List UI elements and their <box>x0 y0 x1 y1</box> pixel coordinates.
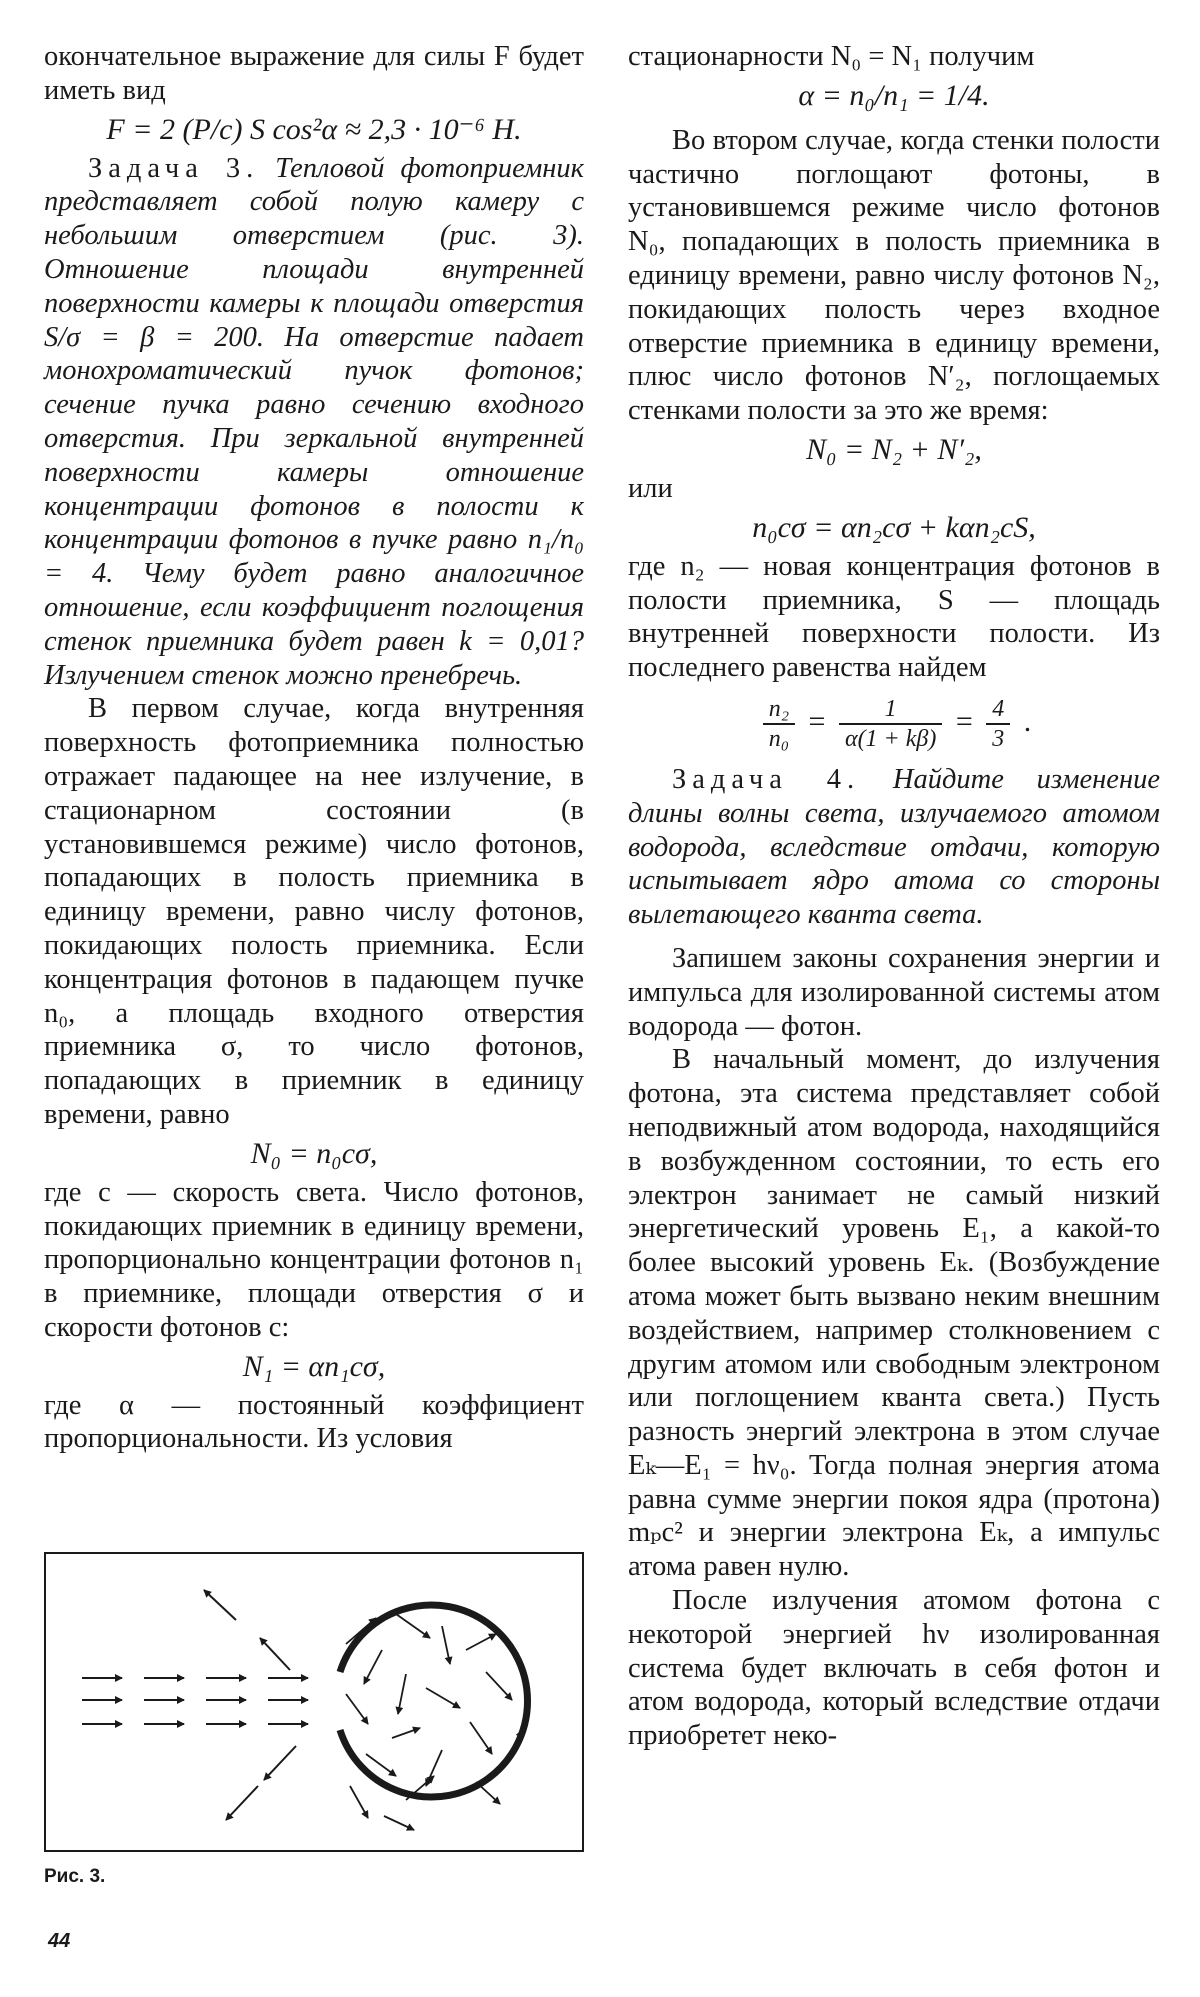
task-4-text: Найдите изменение длины волны света, излучаемого атомом водорода, вследствие отдачи, которую испытывает ядро атома со стороны вылетающего кванта света. <box>628 763 1160 931</box>
task-3 <box>44 152 584 693</box>
fraction-lhs: $\frac{\text{n₂}}{\text{n₀}}$ <box>763 695 795 753</box>
photodetector-diagram <box>46 1554 582 1850</box>
incoming-beam-arrows <box>82 1678 308 1724</box>
right-column <box>628 40 1160 1753</box>
paragraph: В первом случае, когда внутренняя поверхность фотоприемника полностью отражает падающее на нее излучение, в стационарном состоянии (в установившемся режиме) число фотонов, попадающих в полость приемника в единицу времени, равно числу фотонов, покидающих полость приемника. Если концентрация фотонов в падающем пучке n₀, а площадь входного отверстия приемника σ, то число фотонов, попадающих в приемник в единицу времени, равно <box>44 693 584 1130</box>
paragraph: Во втором случае, когда стенки полости частично поглощают фотоны, в установившемся режиме число фотонов N₀, попадающих в полость приемника в единицу времени, равно числу фотонов N₂, покидающих полость через входное отверстие приемника в единицу времени, плюс число фотонов N′₂, поглощаемых стенками полости за это же время: <box>628 124 1160 427</box>
fraction-mid: $\frac{1}{\alpha(1 + k\beta)}$ <box>839 695 942 753</box>
fraction-rhs: $\frac{4}{3}$ <box>986 695 1010 753</box>
formula-n1: N₁ = αn₁cσ, <box>242 1349 386 1383</box>
paragraph: После излучения атомом фотона с некоторой энергией hν изолированная система будет включать в себя фотон и атом водорода, который вследствие отдачи приобретет неко- <box>628 1585 1160 1752</box>
formula-force: F = 2 (P/c) S cos²α ≈ 2,3 · 10⁻⁶ Н. <box>106 112 522 146</box>
formula-alpha: α = n₀/n₁ = 1/4. <box>798 78 990 112</box>
paragraph: где c — скорость света. Число фотонов, покидающих приемник в единицу времени, пропорционально концентрации фотонов n₁ в приемнике, площади отверстия σ и скорости фотонов c: <box>44 1176 584 1343</box>
task-4-label: Задача 4. <box>672 763 861 795</box>
escaping-photon-arrows <box>204 1590 296 1820</box>
paragraph: или <box>628 472 673 504</box>
formula-concentration: n₀cσ = αn₂cσ + kαn₂cS, <box>752 510 1036 544</box>
paragraph: окончательное выражение для силы F будет иметь вид <box>44 41 584 106</box>
formula-n0: N₀ = n₀cσ, <box>250 1136 378 1170</box>
paragraph: В начальный момент, до излучения фотона, эта система представляет собой неподвижный атом водорода, находящийся в возбужденном состоянии, то есть его электрон занимает не самый низкий энергетический уровень E₁, а какой-то более высокий уровень Eₖ. (Возбуждение атома может быть вызвано неким внешним воздействием, например столкновением с другим атомом или свободным электроном или поглощением кванта света.) Пусть разность энергий электрона в этом случае Eₖ—E₁ = hν₀. Тогда полная энергия атома равна сумме энергии покоя ядра (протона) mₚc² и энергии электрона Eₖ, а импульс атома равен нулю. <box>628 1044 1160 1583</box>
formula-balance: N₀ = N₂ + N′₂, <box>806 432 982 466</box>
task-4 <box>628 763 1160 932</box>
formula-ratio: $\frac{\text{n₂}}{\text{n₀}}$ = $\frac{1}{\alpha(1 + k\beta)}$ = $\frac{4}{3}$ . <box>628 695 1160 753</box>
page-number: 44 <box>48 1930 71 1952</box>
paragraph: стационарности N₀ = N₁ получим <box>628 41 1035 72</box>
figure-caption: Рис. 3. <box>44 1866 106 1887</box>
figure-3 <box>44 1552 584 1852</box>
task-3-label: Задача 3. <box>88 152 260 184</box>
paragraph: где n₂ — новая концентрация фотонов в полости приемника, S — площадь внутренней поверхности полости. Из последнего равенства найдем <box>628 550 1160 684</box>
left-column <box>44 40 584 1456</box>
task-3-text: Тепловой фотоприемник представляет собой полую камеру с небольшим отверстием (рис. 3). Отношение площади внутренней поверхности камеры к площади отверстия S/σ = β = 200. На отверстие падает монохроматический пучок фотонов; сечение пучка равно сечению входного отверстия. При зеркальной внутренней поверхности камеры отношение концентрации фотонов в полости к концентрации фотонов в пучке равно n₁/n₀ = 4. Чему будет равно аналогичное отношение, если коэффициент поглощения стенок приемника будет равен k = 0,01? Излучением стенок можно пренебречь. <box>44 152 585 691</box>
paragraph: Запишем законы сохранения энергии и импульса для изолированной системы атом водорода — фотон. <box>628 942 1160 1042</box>
paragraph: где α — постоянный коэффициент пропорциональности. Из условия <box>44 1389 584 1455</box>
